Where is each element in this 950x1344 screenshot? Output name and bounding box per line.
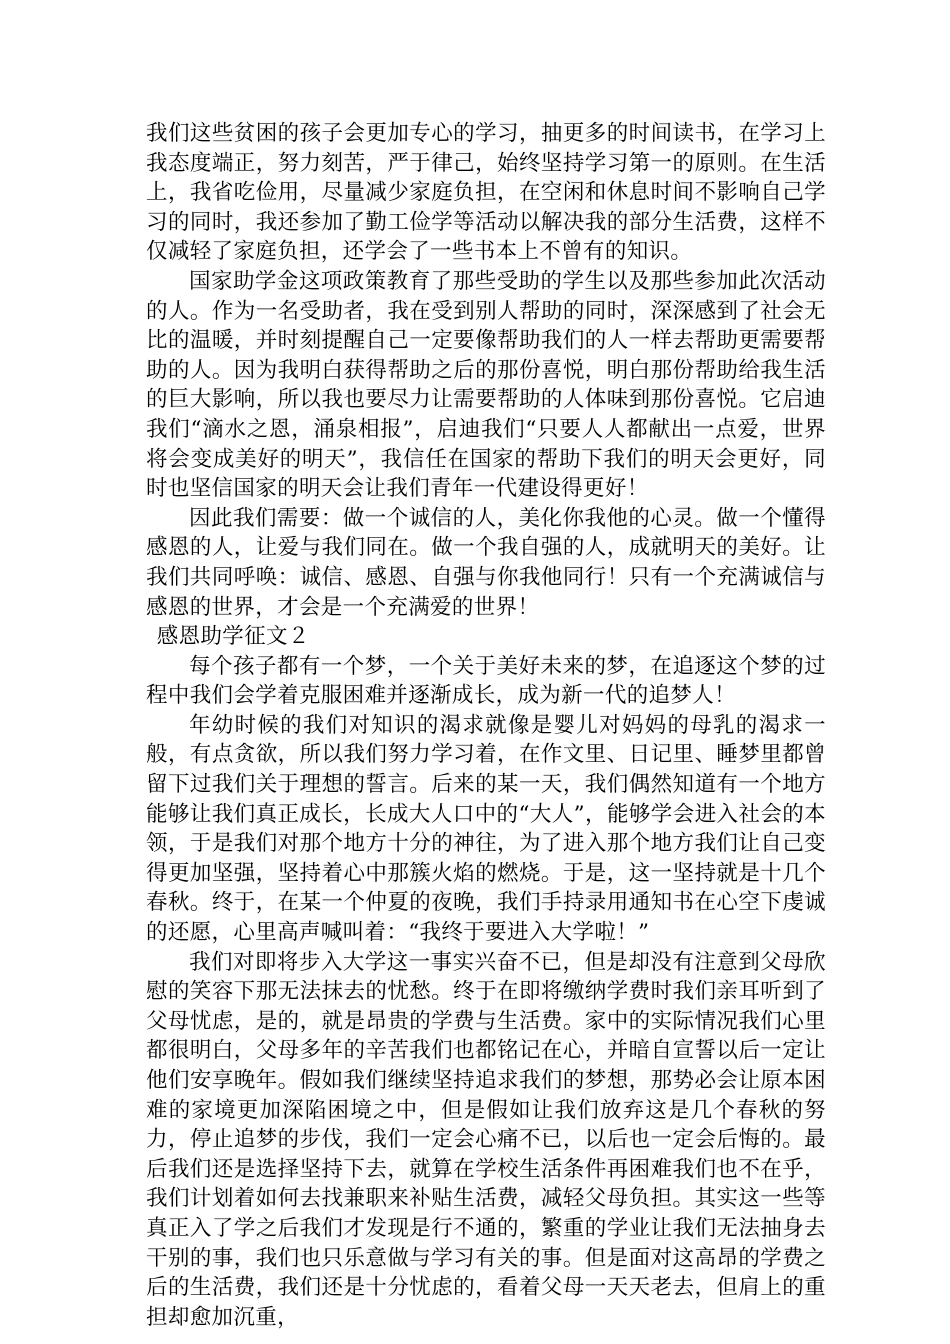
- paragraph: 因此我们需要：做一个诚信的人，美化你我他的心灵。做一个懂得感恩的人，让爱与我们同在。做一个我自强的人，成就明天的美好。让我们共同呼唤：诚信、感恩、自强与你我他同行！只有一个充满诚信与感恩的世界，才会是一个充满爱的世界！: [146, 505, 826, 620]
- paragraph: 年幼时候的我们对知识的渴求就像是婴儿对妈妈的母乳的渴求一般，有点贪欲，所以我们努力学习着，在作文里、日记里、睡梦里都曾留下过我们关于理想的誓言。后来的某一天，我们偶然知道有一个地方能够让我们真正成长，长成大人口中的“大人”，能够学会进入社会的本领，于是我们对那个地方十分的神往，为了进入那个地方我们让自己变得更加坚强，坚持着心中那簇火焰的燃烧。于是，这一坚持就是十几个春秋。终于，在某一个仲夏的夜晚，我们手持录用通知书在心空下虔诚的还愿，心里高声喊叫着：“我终于要进入大学啦！”: [146, 712, 826, 946]
- paragraph: 每个孩子都有一个梦，一个关于美好未来的梦，在追逐这个梦的过程中我们会学着克服困难并逐渐成长，成为新一代的追梦人！: [146, 653, 826, 709]
- paragraph-continuation: 我们这些贫困的孩子会更加专心的学习，抽更多的时间读书，在学习上我态度端正，努力刻苦，严于律己，始终坚持学习第一的原则。在生活上，我省吃俭用，尽量减少家庭负担，在空闲和休息时间不影响自己学习的同时，我还参加了勤工俭学等活动以解决我的部分生活费，这样不仅减轻了家庭负担，还学会了一些书本上不曾有的知识。: [146, 121, 826, 265]
- document-body: [146, 119, 826, 1332]
- paragraph: 我们对即将步入大学这一事实兴奋不已，但是却没有注意到父母欣慰的笑容下那无法抹去的忧愁。终于在即将缴纳学费时我们亲耳听到了父母忧虑，是的，就是昂贵的学费与生活费。家中的实际情况我们心里都很明白，父母多年的辛苦我们也都铭记在心，并暗自宣誓以后一定让他们安享晚年。假如我们继续坚持追求我们的梦想，那势必会让原本困难的家境更加深陷困境之中，但是假如让我们放弃这是几个春秋的努力，停止追梦的步伐，我们一定会心痛不已，以后也一定会后悔的。最后我们还是选择坚持下去，就算在学校生活条件再困难我们也不在乎，我们计划着如何去找兼职来补贴生活费，减轻父母负担。其实这一些等真正入了学之后我们才发现是行不通的，繁重的学业让我们无法抽身去干别的事，我们也只乐意做与学习有关的事。但是面对这高昂的学费之后的生活费，我们还是十分忧虑的，看着父母一天天老去，但肩上的重担却愈加沉重，: [146, 949, 826, 1330]
- section-heading: 感恩助学征文２: [156, 624, 310, 650]
- paragraph: 国家助学金这项政策教育了那些受助的学生以及那些参加此次活动的人。作为一名受助者，我在受到别人帮助的同时，深深感到了社会无比的温暖，并时刻提醒自己一定要像帮助我们的人一样去帮助更需要帮助的人。因为我明白获得帮助之后的那份喜悦，明白那份帮助给我生活的巨大影响，所以我也要尽力让需要帮助的人体味到那份喜悦。它启迪我们“滴水之恩，涌泉相报”，启迪我们“只要人人都献出一点爱，世界将会变成美好的明天”，我信任在国家的帮助下我们的明天会更好，同时也坚信国家的明天会让我们青年一代建设得更好！: [146, 268, 826, 502]
